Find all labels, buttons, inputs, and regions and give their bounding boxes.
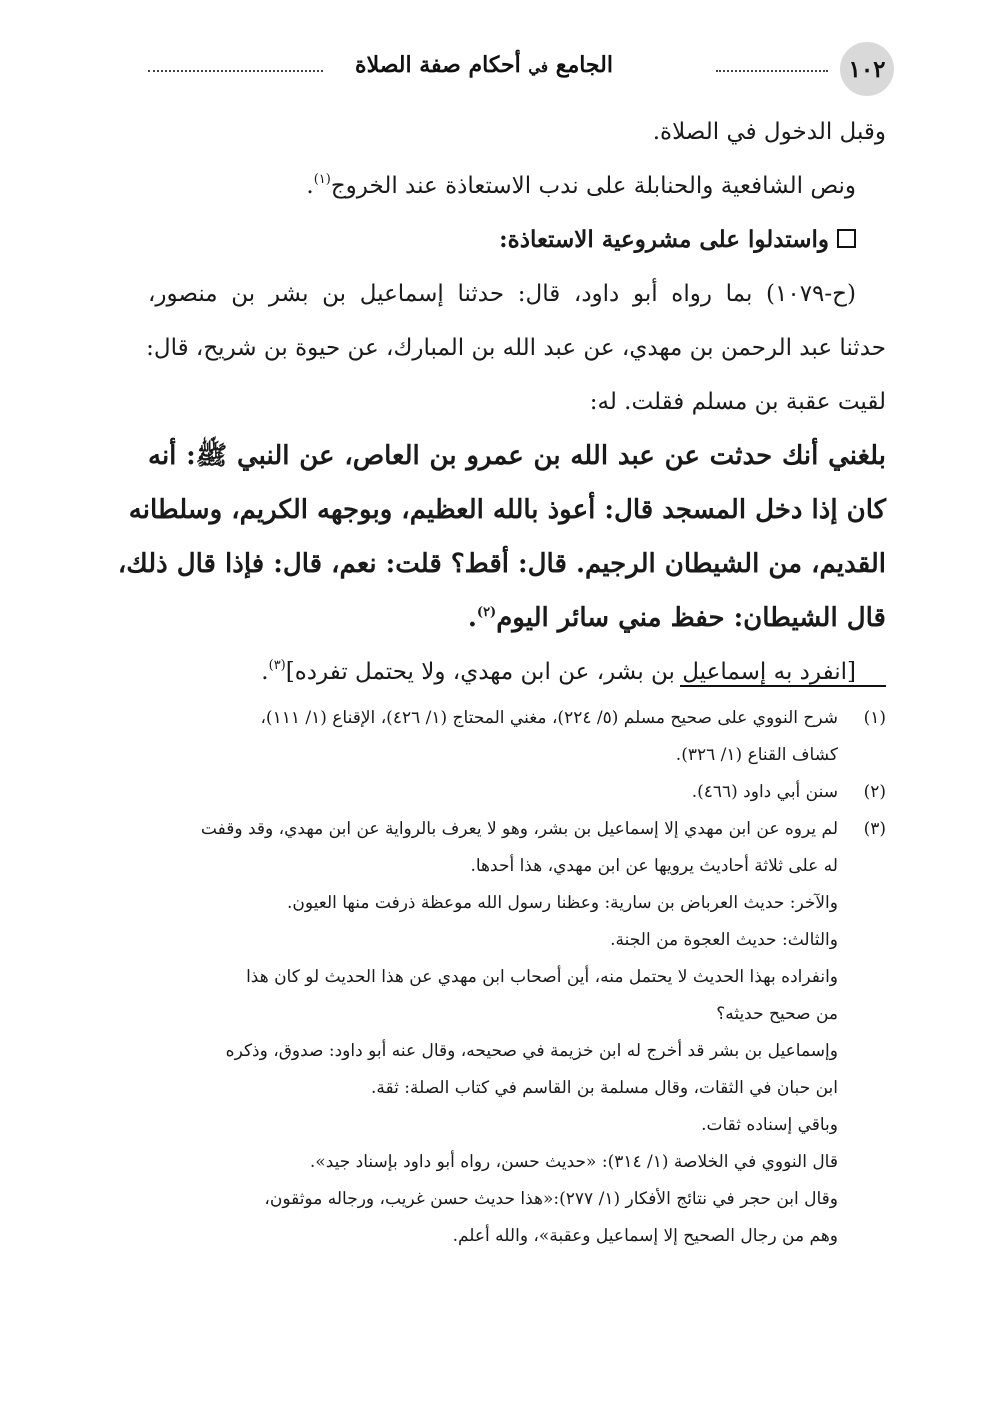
footnote-ref: (١) bbox=[313, 172, 331, 187]
text-line: لقيت عقبة بن مسلم فقلت. له: bbox=[589, 389, 886, 415]
footnote-separator bbox=[680, 685, 886, 687]
checkbox-icon bbox=[837, 229, 856, 248]
hadith-text-line: بلغني أنك حدثت عن عبد الله بن عمرو بن العاص، عن النبي ﷺ: أنه bbox=[148, 441, 886, 471]
footnote-line: وإسماعيل بن بشر قد أخرج له ابن خزيمة في صحيحه، وقال عنه أبو داود: صدوق، وذكره bbox=[225, 1041, 838, 1061]
hadith-text-line: كان إذا دخل المسجد قال: أعوذ بالله العظيم، وبوجهه الكريم، وسلطانه bbox=[128, 495, 886, 525]
text-line: (ح-١٠٧٩) بما رواه أبو داود، قال: حدثنا إسماعيل بن بشر بن منصور، bbox=[148, 281, 856, 307]
footnote-line: والثالث: حديث العجوة من الجنة. bbox=[610, 930, 838, 950]
book-title-part1: الجامع bbox=[555, 52, 613, 78]
text-segment: . bbox=[261, 659, 269, 685]
footnote-number: (٣) bbox=[863, 819, 886, 839]
main-text bbox=[117, 105, 886, 699]
text-segment: . bbox=[467, 603, 477, 633]
header-dotted-leader-right bbox=[716, 70, 828, 72]
footnote-line: ابن حبان في الثقات، وقال مسلمة بن القاسم في كتاب الصلة: ثقة. bbox=[370, 1078, 838, 1098]
text-line: وقبل الدخول في الصلاة. bbox=[652, 119, 886, 145]
header-dotted-leader-left bbox=[148, 70, 323, 72]
footnote-3 bbox=[148, 811, 886, 1255]
footnote-line: وقال ابن حجر في نتائج الأفكار (١/ ٢٧٧):«هذا حديث حسن غريب، ورجاله موثقون، bbox=[264, 1189, 838, 1209]
footnote-2 bbox=[148, 774, 886, 811]
text-line: حدثنا عبد الرحمن بن مهدي، عن عبد الله بن المبارك، عن حيوة بن شريح، قال: bbox=[146, 335, 886, 361]
footnote-line: من صحيح حديثه؟ bbox=[716, 1004, 838, 1024]
text-line bbox=[148, 159, 886, 213]
section-heading bbox=[148, 213, 886, 267]
footnote-line: لم يروه عن ابن مهدي إلا إسماعيل بن بشر، وهو لا يعرف بالرواية عن ابن مهدي، وقد وقفت bbox=[200, 819, 838, 839]
text-segment: [انفرد به إسماعيل بن بشر، عن ابن مهدي، ولا يحتمل تفرده] bbox=[285, 659, 856, 685]
page-header bbox=[148, 42, 894, 98]
book-title-part2: في bbox=[528, 58, 549, 76]
footnotes bbox=[148, 700, 886, 1255]
book-title bbox=[334, 52, 634, 78]
footnote-line: كشاف القناع (١/ ٣٢٦). bbox=[675, 745, 838, 765]
hadith-text-line: القديم، من الشيطان الرجيم. قال: أقط؟ قلت: نعم، قال: فإذا قال ذلك، bbox=[117, 549, 886, 579]
footnote-line: قال النووي في الخلاصة (١/ ٣١٤): «حديث حسن، رواه أبو داود بإسناد جيد». bbox=[309, 1152, 838, 1172]
footnote-line: وهم من رجال الصحيح إلا إسماعيل وعقبة»، والله أعلم. bbox=[452, 1226, 838, 1246]
book-title-part3: أحكام صفة الصلاة bbox=[355, 52, 521, 78]
footnote-line: وانفراده بهذا الحديث لا يحتمل منه، أين أصحاب ابن مهدي عن هذا الحديث لو كان هذا bbox=[246, 967, 838, 987]
text-segment: . bbox=[306, 173, 314, 199]
footnote-line: له على ثلاثة أحاديث يرويها عن ابن مهدي، هذا أحدها. bbox=[470, 856, 838, 876]
page-number: ١٠٢ bbox=[840, 42, 894, 96]
footnote-ref: (٣) bbox=[268, 658, 286, 673]
footnote-line: شرح النووي على صحيح مسلم (٥/ ٢٢٤)، مغني المحتاج (١/ ٤٢٦)، الإقناع (١/ ١١١)، bbox=[260, 708, 838, 728]
footnote-line: سنن أبي داود (٤٦٦). bbox=[691, 782, 838, 802]
heading-text: واستدلوا على مشروعية الاستعاذة: bbox=[499, 226, 829, 253]
footnote-line: وباقي إسناده ثقات. bbox=[701, 1115, 838, 1135]
text-segment: ونص الشافعية والحنابلة على ندب الاستعاذة عند الخروج bbox=[330, 173, 856, 199]
footnote-number: (٢) bbox=[863, 782, 886, 802]
text-line bbox=[148, 645, 886, 699]
footnote-number: (١) bbox=[863, 708, 886, 728]
text-segment: قال الشيطان: حفظ مني سائر اليوم bbox=[496, 603, 886, 633]
footnote-line: والآخر: حديث العرباض بن سارية: وعظنا رسول الله موعظة ذرفت منها العيون. bbox=[286, 893, 838, 913]
footnote-1 bbox=[148, 700, 886, 774]
footnote-ref: (٢) bbox=[476, 605, 497, 620]
hadith-text-line bbox=[148, 591, 886, 645]
